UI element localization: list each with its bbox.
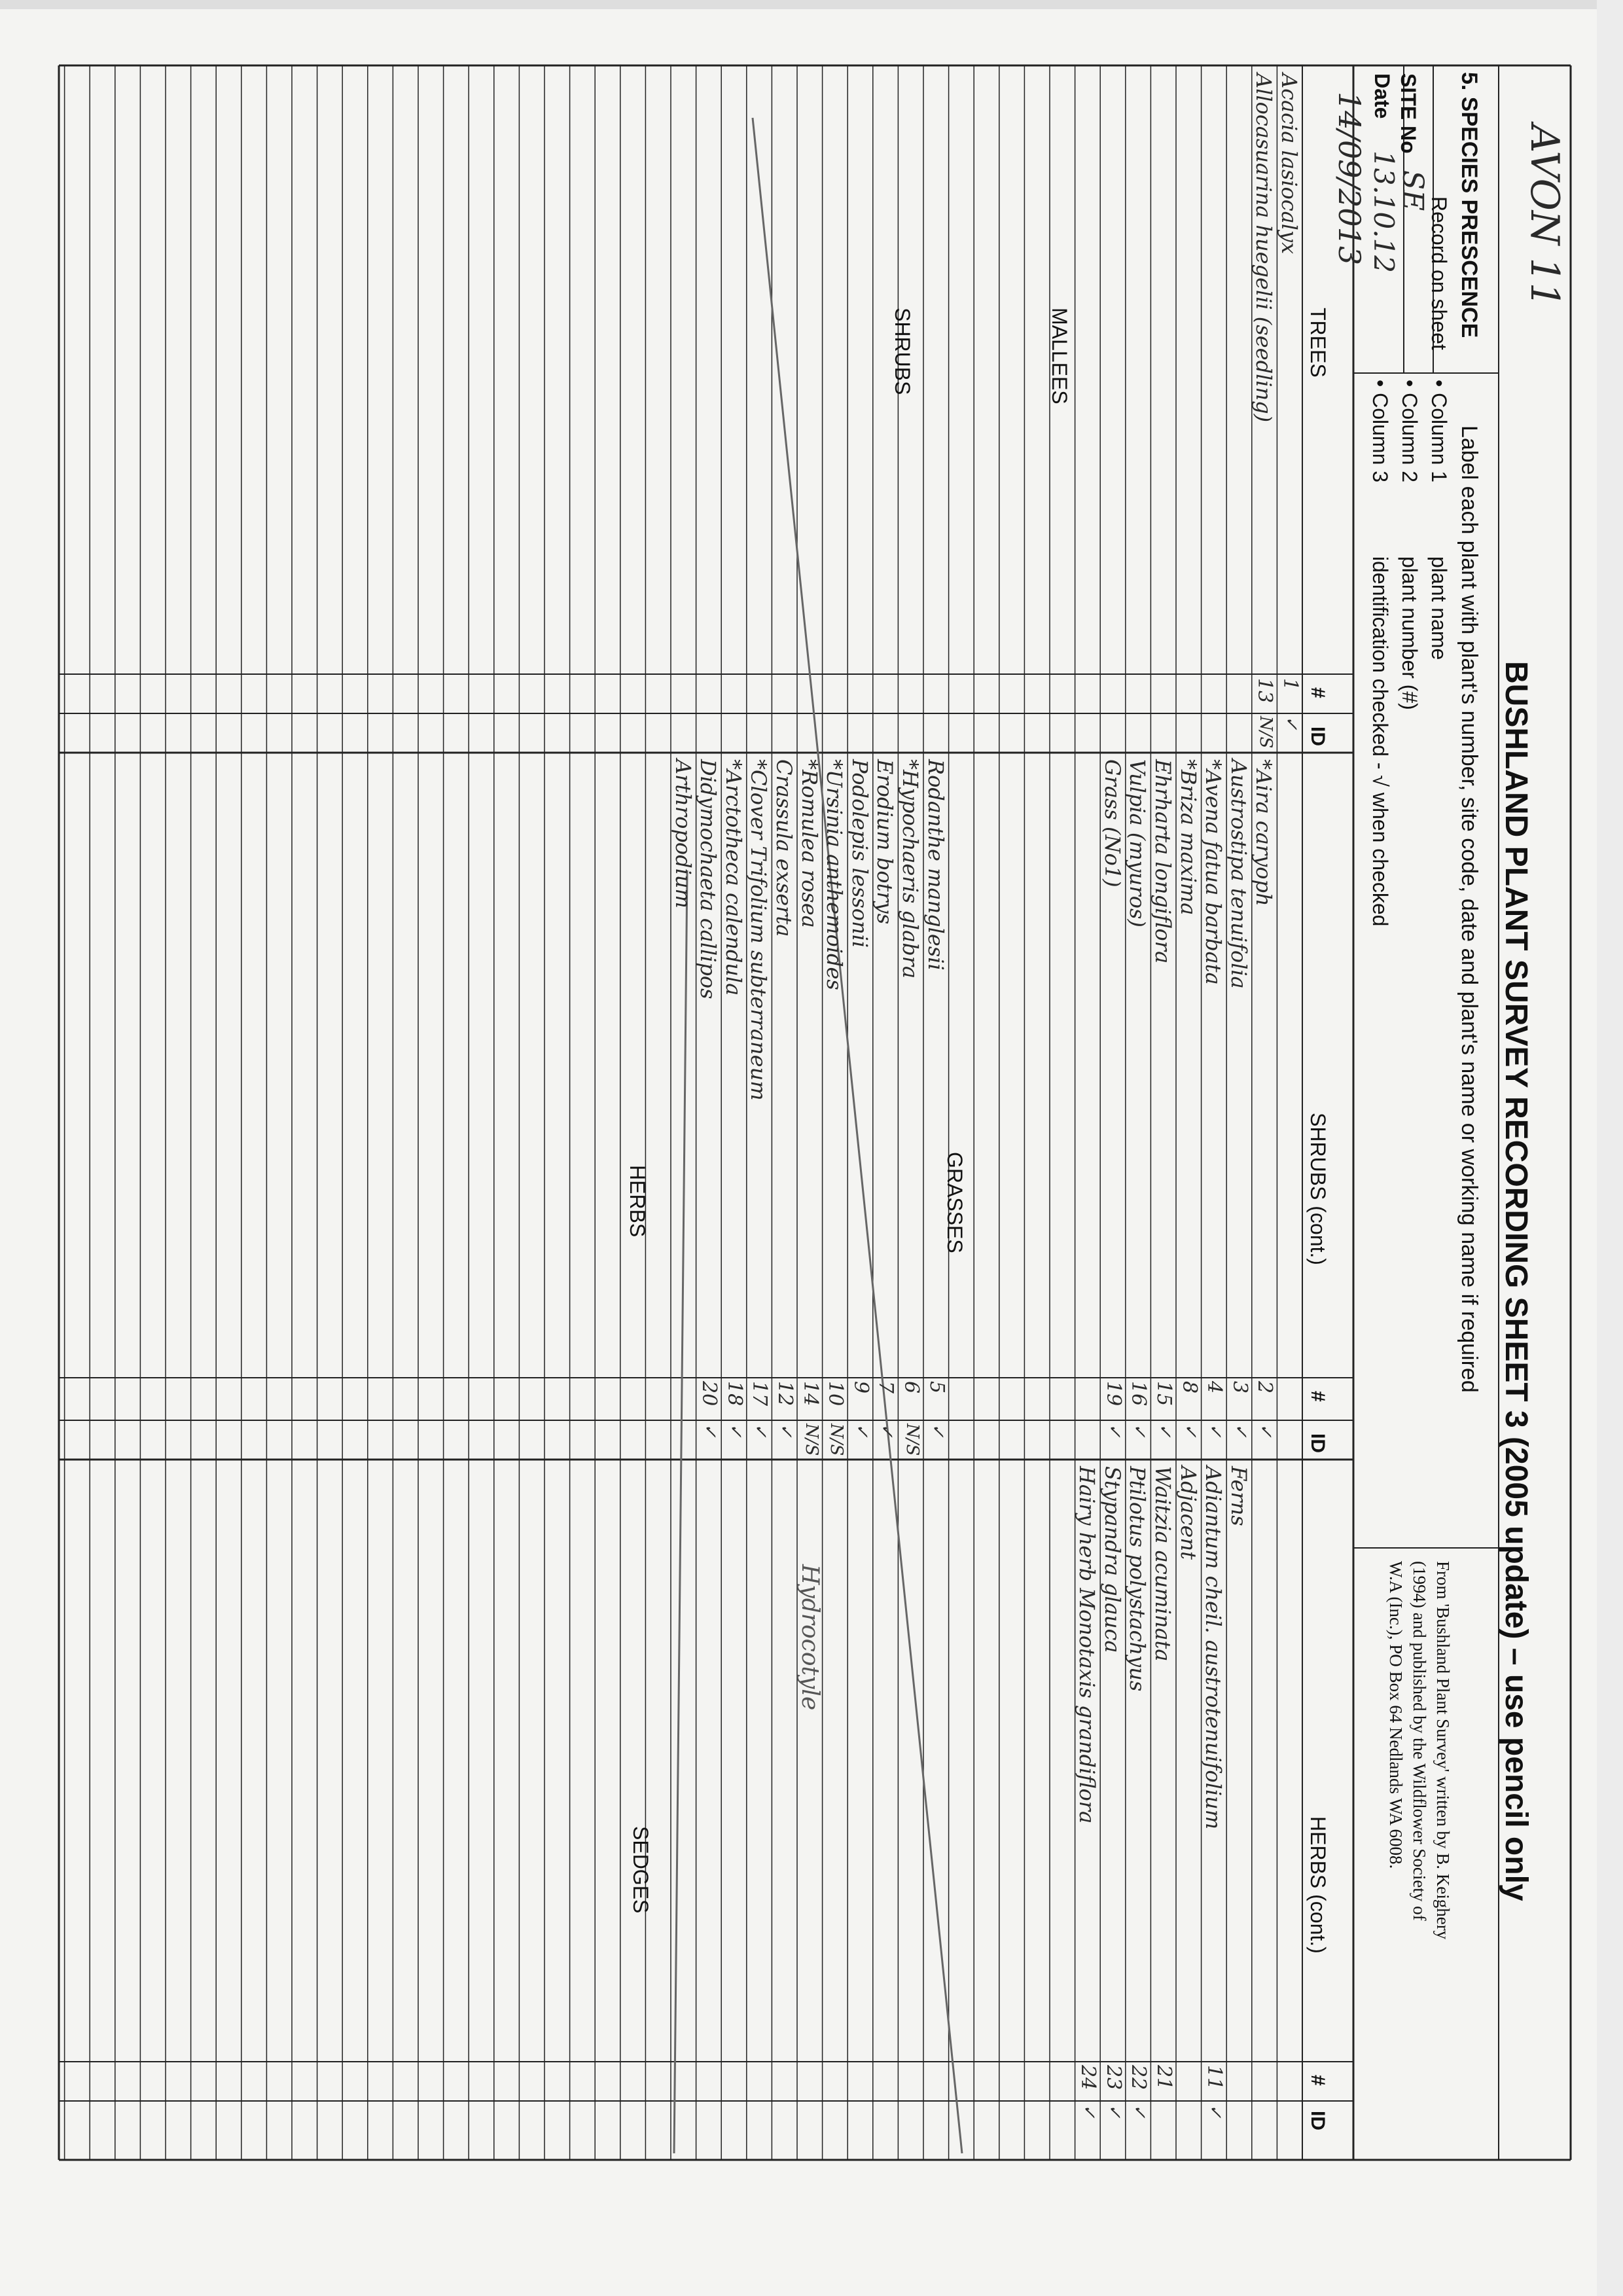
id-header: ID bbox=[1307, 726, 1329, 746]
shrubs-cont-header: SHRUBS (cont.) bbox=[1306, 1113, 1330, 1265]
species-name: Didymochaeta callipos bbox=[696, 759, 721, 999]
species-number: 18 bbox=[722, 1381, 746, 1407]
species-number: 16 bbox=[1127, 1381, 1150, 1407]
date-label: Date bbox=[1370, 73, 1394, 119]
species-number: 8 bbox=[1177, 1381, 1201, 1394]
species-id-check: ✓ bbox=[1205, 2104, 1226, 2119]
species-id-check: ✓ bbox=[1130, 2104, 1150, 2119]
hash-header: # bbox=[1307, 687, 1329, 698]
date-value: 14/09/2013 bbox=[1332, 92, 1367, 266]
species-id-check: ✓ bbox=[1205, 1424, 1226, 1438]
species-number: 9 bbox=[849, 1381, 872, 1394]
species-number: 17 bbox=[748, 1381, 772, 1407]
species-id-check: ✓ bbox=[1230, 1424, 1251, 1438]
species-name: Acacia lasiocalyx bbox=[1277, 73, 1302, 255]
species-id-check: ✓ bbox=[1180, 1424, 1200, 1438]
species-name: Arthropodium bbox=[670, 759, 696, 908]
species-id-check: ✓ bbox=[1155, 1424, 1175, 1438]
species-number: 10 bbox=[824, 1381, 847, 1407]
species-id-check: ✓ bbox=[927, 1424, 948, 1438]
species-number: 1 bbox=[1279, 678, 1302, 691]
species-id-check: N/S bbox=[902, 1424, 922, 1456]
species-name: Rodanthe manglesii bbox=[923, 759, 948, 971]
column-2-label: • Column 2 bbox=[1398, 380, 1421, 483]
column-3-label: • Column 3 bbox=[1368, 380, 1392, 483]
column-2-value: plant number (#) bbox=[1398, 556, 1421, 710]
species-id-check: ✓ bbox=[1104, 1424, 1124, 1438]
species-id-check: ✓ bbox=[1104, 2104, 1124, 2119]
herbs-header: HERBS bbox=[626, 1165, 649, 1238]
species-name: Adiantum cheil. austrotenuifolium bbox=[1201, 1466, 1226, 1830]
column-1-value: plant name bbox=[1427, 556, 1451, 660]
species-number: 6 bbox=[900, 1381, 923, 1394]
page-title: BUSHLAND PLANT SURVEY RECORDING SHEET 3 (2005 update) – use pencil only bbox=[1499, 661, 1533, 1901]
species-number: 20 bbox=[698, 1381, 721, 1407]
species-id-check: ✓ bbox=[1256, 1424, 1276, 1438]
species-id-check: ✓ bbox=[1281, 716, 1301, 730]
species-id-check: ✓ bbox=[700, 1424, 721, 1438]
species-id-check: ✓ bbox=[851, 1424, 872, 1438]
grasses-header: GRASSES bbox=[943, 1152, 967, 1253]
species-name: *Ursinia anthemoides bbox=[822, 759, 847, 990]
species-id-check: ✓ bbox=[1130, 1424, 1150, 1438]
source-note-line: From 'Bushland Plant Survey' written by B. Keighery bbox=[1433, 1561, 1453, 1940]
species-id-check: ✓ bbox=[751, 1424, 771, 1438]
species-name: Austrostipa tenuifolia bbox=[1226, 759, 1251, 989]
species-number: 7 bbox=[874, 1381, 898, 1394]
species-name: Hairy herb Monotaxis grandiflora bbox=[1075, 1466, 1100, 1824]
date-value: 13.10.12 bbox=[1368, 151, 1400, 274]
species-number: 5 bbox=[925, 1381, 948, 1394]
trees-header: TREES bbox=[1306, 308, 1330, 378]
mallees-header: MALLEES bbox=[1048, 308, 1071, 404]
pencil-annotation: Hydrocotyle bbox=[796, 1564, 823, 1711]
species-number: 13 bbox=[1253, 678, 1277, 704]
species-number: 4 bbox=[1203, 1381, 1226, 1394]
hash-header: # bbox=[1307, 2075, 1329, 2086]
species-id-check: ✓ bbox=[725, 1424, 745, 1438]
species-id-check: ✓ bbox=[1079, 2104, 1099, 2119]
species-name: Adjacent bbox=[1175, 1466, 1201, 1560]
species-name: Crassula exserta bbox=[772, 759, 796, 937]
hash-header: # bbox=[1307, 1391, 1329, 1402]
species-name: *Avena fatua barbata bbox=[1201, 759, 1226, 985]
species-number: 24 bbox=[1077, 2065, 1100, 2090]
species-name: *Romulea rosea bbox=[796, 759, 822, 928]
column-3-value: identification checked - √ when checked bbox=[1368, 556, 1392, 927]
species-name: Vulpia (myuros) bbox=[1125, 759, 1150, 927]
species-name: *Briza maxima bbox=[1175, 759, 1201, 916]
species-number: 19 bbox=[1101, 1381, 1125, 1407]
species-name: Allocasuarina huegelii (seedling) bbox=[1251, 73, 1277, 423]
record-on-sheet: Record on sheet bbox=[1427, 196, 1451, 350]
site-value: SE bbox=[1396, 170, 1429, 211]
species-number: 12 bbox=[774, 1381, 796, 1407]
species-name: Ehrharta longiflora bbox=[1150, 759, 1175, 964]
species-number: 3 bbox=[1228, 1381, 1251, 1394]
species-name: Erodium botrys bbox=[872, 759, 898, 925]
species-number: 23 bbox=[1101, 2065, 1125, 2090]
id-header: ID bbox=[1307, 2111, 1329, 2130]
pencil-strike-line bbox=[674, 870, 687, 2153]
species-number: 2 bbox=[1253, 1381, 1277, 1394]
instruction-text: Label each plant with plant's number, site code, date and plant's name or working name if required bbox=[1457, 425, 1482, 1393]
source-note-line: W.A (Inc.), PO Box 64 Nedlands WA 6008. bbox=[1386, 1561, 1406, 1869]
species-number: 15 bbox=[1152, 1381, 1175, 1407]
species-name: Podolepis lessonii bbox=[847, 759, 872, 948]
column-1-label: • Column 1 bbox=[1427, 380, 1451, 483]
species-number: 14 bbox=[798, 1381, 822, 1407]
species-name: *Arctotheca calendula bbox=[721, 759, 746, 996]
shrubs-header: SHRUBS bbox=[891, 308, 914, 395]
species-name: *Clover Trifolium subterraneum bbox=[746, 759, 772, 1101]
species-name: *Hypochaeris glabra bbox=[898, 759, 923, 979]
species-id-check: N/S bbox=[801, 1424, 821, 1456]
site-label: SITE No bbox=[1397, 73, 1420, 154]
herbs-cont-header: HERBS (cont.) bbox=[1306, 1816, 1330, 1954]
species-id-check: N/S bbox=[827, 1424, 847, 1456]
species-id-check: ✓ bbox=[877, 1424, 897, 1438]
page-label: AVON 11 bbox=[1522, 124, 1567, 308]
species-number: 21 bbox=[1152, 2065, 1175, 2090]
source-note-line: (1994) and published by the Wildflower Society of bbox=[1410, 1561, 1429, 1921]
species-name: *Aira caryoph bbox=[1251, 759, 1277, 906]
species-name: Ptilotus polystachyus bbox=[1125, 1466, 1150, 1692]
species-number: 22 bbox=[1127, 2065, 1150, 2090]
species-id-check: ✓ bbox=[776, 1424, 796, 1438]
species-id-check: N/S bbox=[1256, 716, 1276, 749]
species-name: Waitzia acuminata bbox=[1150, 1466, 1175, 1662]
pencil-strike-line bbox=[753, 118, 962, 2153]
sedges-header: SEDGES bbox=[629, 1826, 652, 1914]
species-name: Stypandra glauca bbox=[1099, 1466, 1125, 1653]
species-number: 11 bbox=[1203, 2065, 1226, 2090]
species-name: Grass (No1) bbox=[1099, 759, 1125, 888]
id-header: ID bbox=[1307, 1433, 1329, 1453]
species-name: Ferns bbox=[1226, 1466, 1251, 1526]
section-heading: 5. SPECIES PRESCENCE bbox=[1457, 72, 1482, 338]
